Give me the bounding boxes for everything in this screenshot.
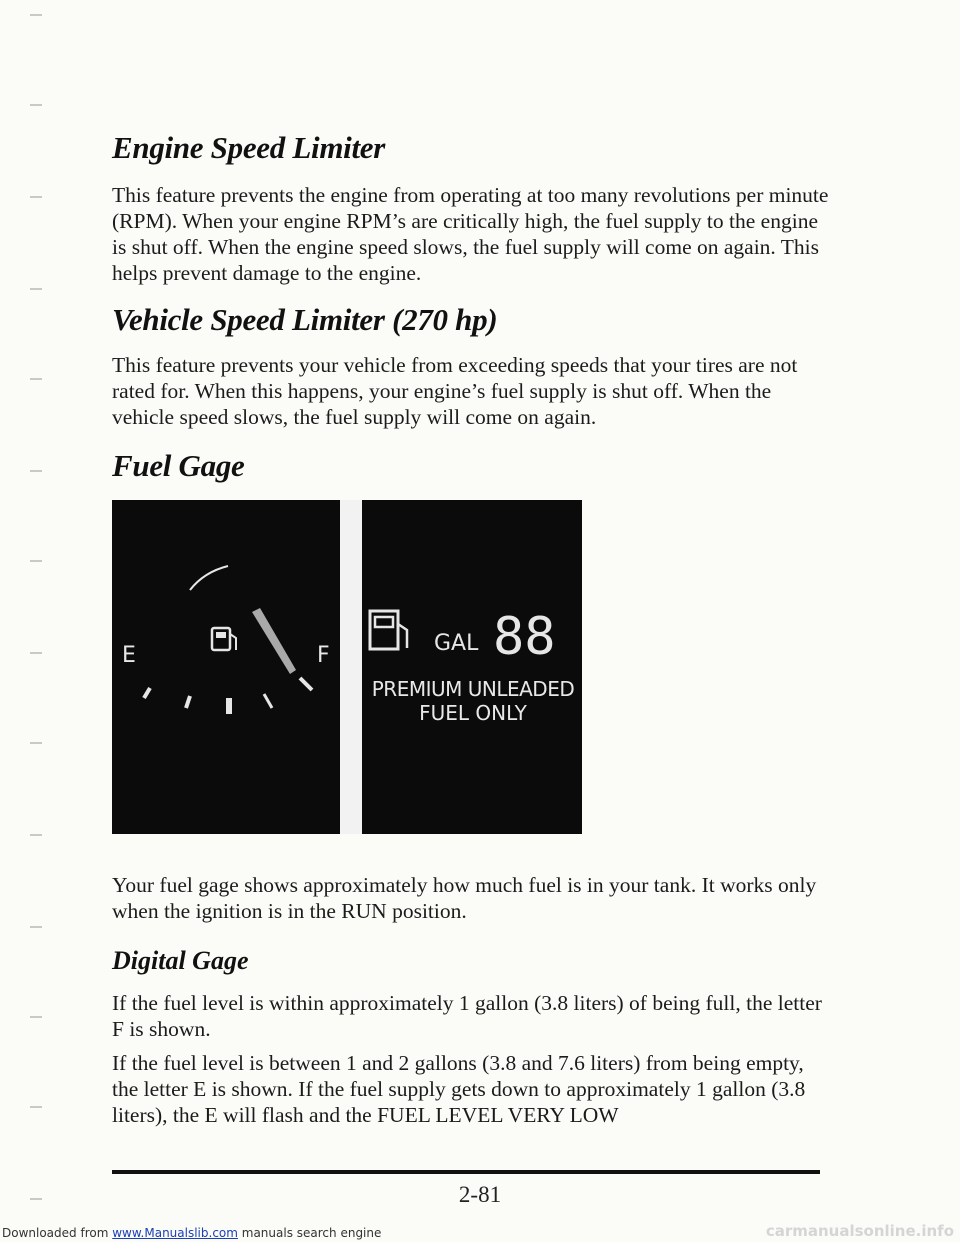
- digital-gage-full-text: If the fuel level is within approximately 1 gallon (3.8 liters) of being full, the letter F is shown.: [112, 991, 822, 1041]
- fuel-gage-text: Your fuel gage shows approximately how much fuel is in your tank. It works only when the ignition is in the RUN position.: [112, 873, 817, 923]
- footer-rule: [112, 1170, 820, 1174]
- heading-engine-speed-limiter: Engine Speed Limiter: [112, 130, 386, 165]
- margin-tick: [30, 14, 42, 16]
- fuel-pump-icon: [212, 628, 236, 650]
- digital-gage-empty-text: If the fuel level is between 1 and 2 gallons (3.8 and 7.6 liters) from being empty, the letter E is shown. If the fuel supply gets down to approximately 1 gallon (3.8 liters), the E will flash and the FUEL LEVEL VERY LOW: [112, 1051, 806, 1127]
- vehicle-speed-limiter-text: This feature prevents your vehicle from exceeding speeds that your tires are not rated for. When this happens, your engine’s fuel supply is shut off. When the vehicle speed slows, the fuel supply will come on again.: [112, 353, 798, 429]
- margin-tick: [30, 288, 42, 290]
- download-credit-prefix: Downloaded from: [2, 1226, 113, 1240]
- download-credit-suffix: manuals search engine: [237, 1226, 382, 1240]
- analog-fuel-gauge: [112, 500, 340, 834]
- fuel-type-line-1: PREMIUM UNLEADED: [371, 677, 575, 701]
- gauge-tick: [300, 678, 312, 690]
- margin-tick: [30, 926, 42, 928]
- watermark: carmanualsonline.info: [765, 1222, 954, 1240]
- gauge-tick: [144, 688, 150, 698]
- fuel-gage-illustration: [112, 500, 582, 834]
- fuel-readout-digits: 88: [493, 610, 556, 658]
- heading-vehicle-speed-limiter: Vehicle Speed Limiter (270 hp): [112, 302, 498, 337]
- heading-fuel-gage: Fuel Gage: [112, 448, 245, 483]
- margin-tick: [30, 560, 42, 562]
- gauge-needle: [252, 608, 296, 674]
- margin-tick: [30, 378, 42, 380]
- margin-tick: [30, 1016, 42, 1018]
- margin-tick: [30, 652, 42, 654]
- gauge-tick: [264, 694, 272, 708]
- margin-tick: [30, 196, 42, 198]
- margin-tick: [30, 1106, 42, 1108]
- gallons-unit-label: GAL: [434, 631, 479, 656]
- fuel-pump-icon: [367, 608, 413, 654]
- panel-divider: [340, 500, 362, 834]
- gauge-empty-label: E: [122, 643, 136, 668]
- manualslib-link[interactable]: www.Manualslib.com: [112, 1226, 238, 1240]
- fuel-type-line-2: FUEL ONLY: [419, 701, 527, 725]
- margin-tick: [30, 742, 42, 744]
- gauge-arc: [190, 566, 228, 590]
- download-credit: [2, 1226, 381, 1240]
- engine-speed-limiter-text: This feature prevents the engine from operating at too many revolutions per minute (RPM). When your engine RPM’s are critically high, the fuel supply to the engine is shut off. When the engine speed slows, the fuel supply will come on again. This helps prevent damage to the engine.: [112, 183, 829, 285]
- digital-fuel-readout: [491, 610, 573, 658]
- gauge-tick: [186, 696, 190, 708]
- margin-tick: [30, 104, 42, 106]
- page-number: 2-81: [458, 1182, 502, 1207]
- margin-tick: [30, 470, 42, 472]
- heading-digital-gage: Digital Gage: [112, 946, 249, 975]
- margin-tick: [30, 834, 42, 836]
- gauge-full-label: F: [317, 643, 330, 668]
